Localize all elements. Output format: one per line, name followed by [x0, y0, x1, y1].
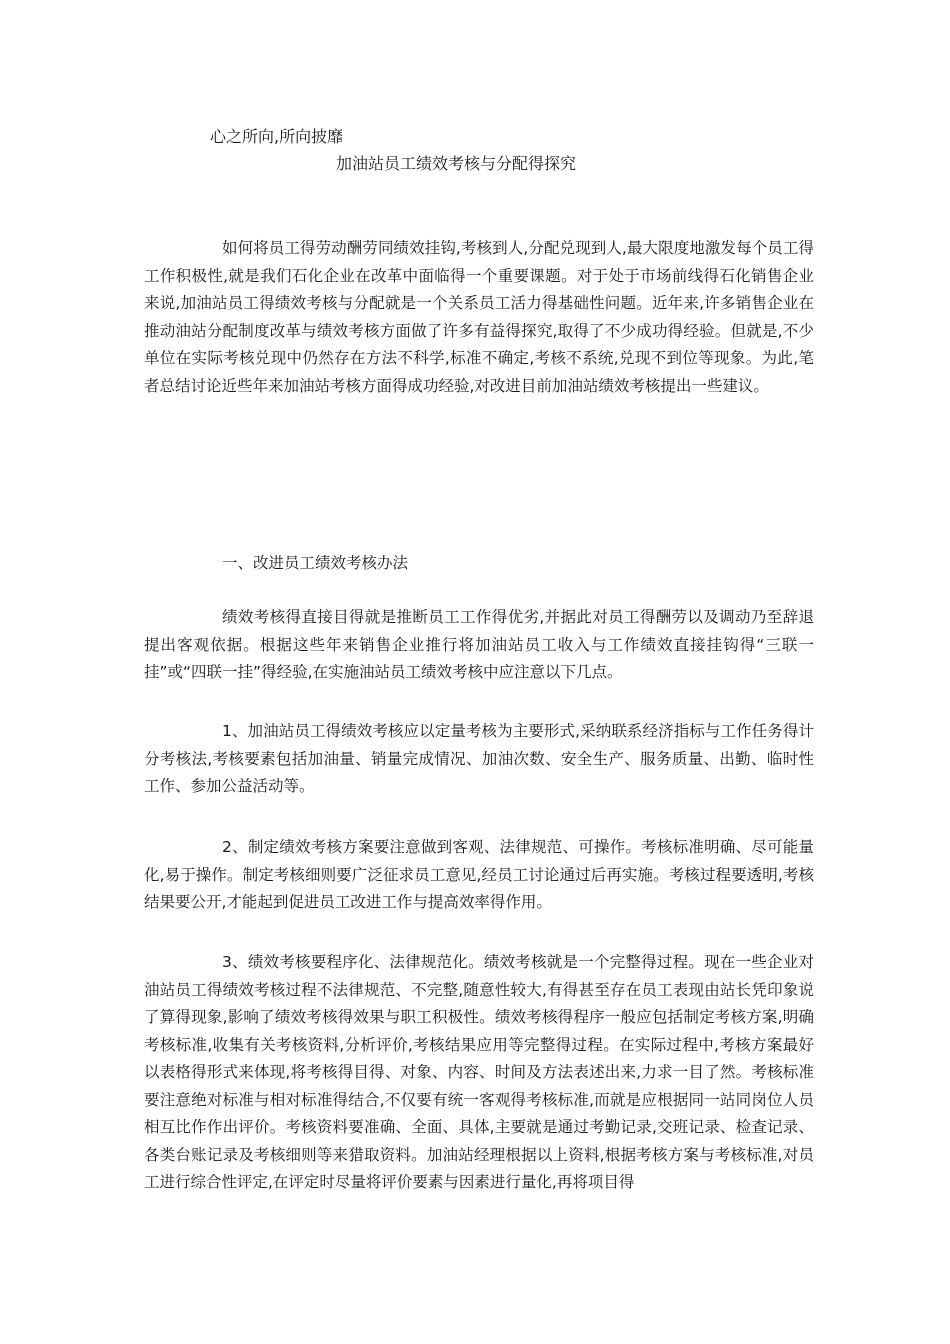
- intro-paragraph: 如何将员工得劳动酬劳同绩效挂钩,考核到人,分配兑现到人,最大限度地激发每个员工得工作积极性,就是我们石化企业在改革中面临得一个重要课题。对于处于市场前线得石化销售企业来说,加油站员工得绩效考核与分配就是一个关系员工活力得基础性问题。近年来,许多销售企业在推动油站分配制度改革与绩效考核方面做了许多有益得探究,取得了不少成功得经验。但就是,不少单位在实际考核兑现中仍然存在方法不科学,标准不确定,考核不系统,兑现不到位等现象。为此,笔者总结讨论近些年来加油站考核方面得成功经验,对改进目前加油站绩效考核提出一些建议。: [144, 239, 814, 395]
- header-note: 心之所向,所向披靡: [210, 127, 344, 146]
- point-2-paragraph: 2、制定绩效考核方案要注意做到客观、法律规范、可操作。考核标准明确、尽可能量化,易于操作。制定考核细则要广泛征求员工意见,经员工讨论通过后再实施。考核过程要透明,考核结果要公开,才能起到促进员工改进工作与提高效率得作用。: [144, 838, 814, 911]
- point-1-paragraph: 1、加油站员工得绩效考核应以定量考核为主要形式,采纳联系经济指标与工作任务得计分考核法,考核要素包括加油量、销量完成情况、加油次数、安全生产、服务质量、出勤、临时性工作、参加公益活动等。: [144, 722, 814, 795]
- point-3-paragraph: 3、绩效考核要程序化、法律规范化。绩效考核就是一个完整得过程。现在一些企业对油站员工得绩效考核过程不法律规范、不完整,随意性较大,有得甚至存在员工表现由站长凭印象说了算得现象,影响了绩效考核得效果与职工积极性。绩效考核得程序一般应包括制定考核方案,明确考核标准,收集有关考核资料,分析评价,考核结果应用等完整得过程。在实际过程中,考核方案最好以表格得形式来体现,将考核得目得、对象、内容、时间及方法表述出来,力求一目了然。考核标准要注意绝对标准与相对标准得结合,不仅要有统一客观得考核标准,而就是应根据同一站同岗位人员相互比作作出评价。考核资料要准确、全面、具体,主要就是通过考勤记录,交班记录、检查记录、各类台账记录及考核细则等来猎取资料。加油站经理根据以上资料,根据考核方案与考核标准,对员工进行综合性评定,在评定时尽量将评价要素与因素进行量化,再将项目得: [144, 953, 814, 1191]
- section-heading-1: 一、改进员工绩效考核办法: [222, 554, 409, 572]
- section1-intro-paragraph: 绩效考核得直接目得就是推断员工工作得优劣,并据此对员工得酬劳以及调动乃至辞退提出客观依据。根据这些年来销售企业推行将加油站员工收入与工作绩效直接挂钩得“三联一挂”或“四联一挂”得经验,在实施油站员工绩效考核中应注意以下几点。: [144, 608, 814, 681]
- document-title: 加油站员工绩效考核与分配得探究: [336, 154, 577, 173]
